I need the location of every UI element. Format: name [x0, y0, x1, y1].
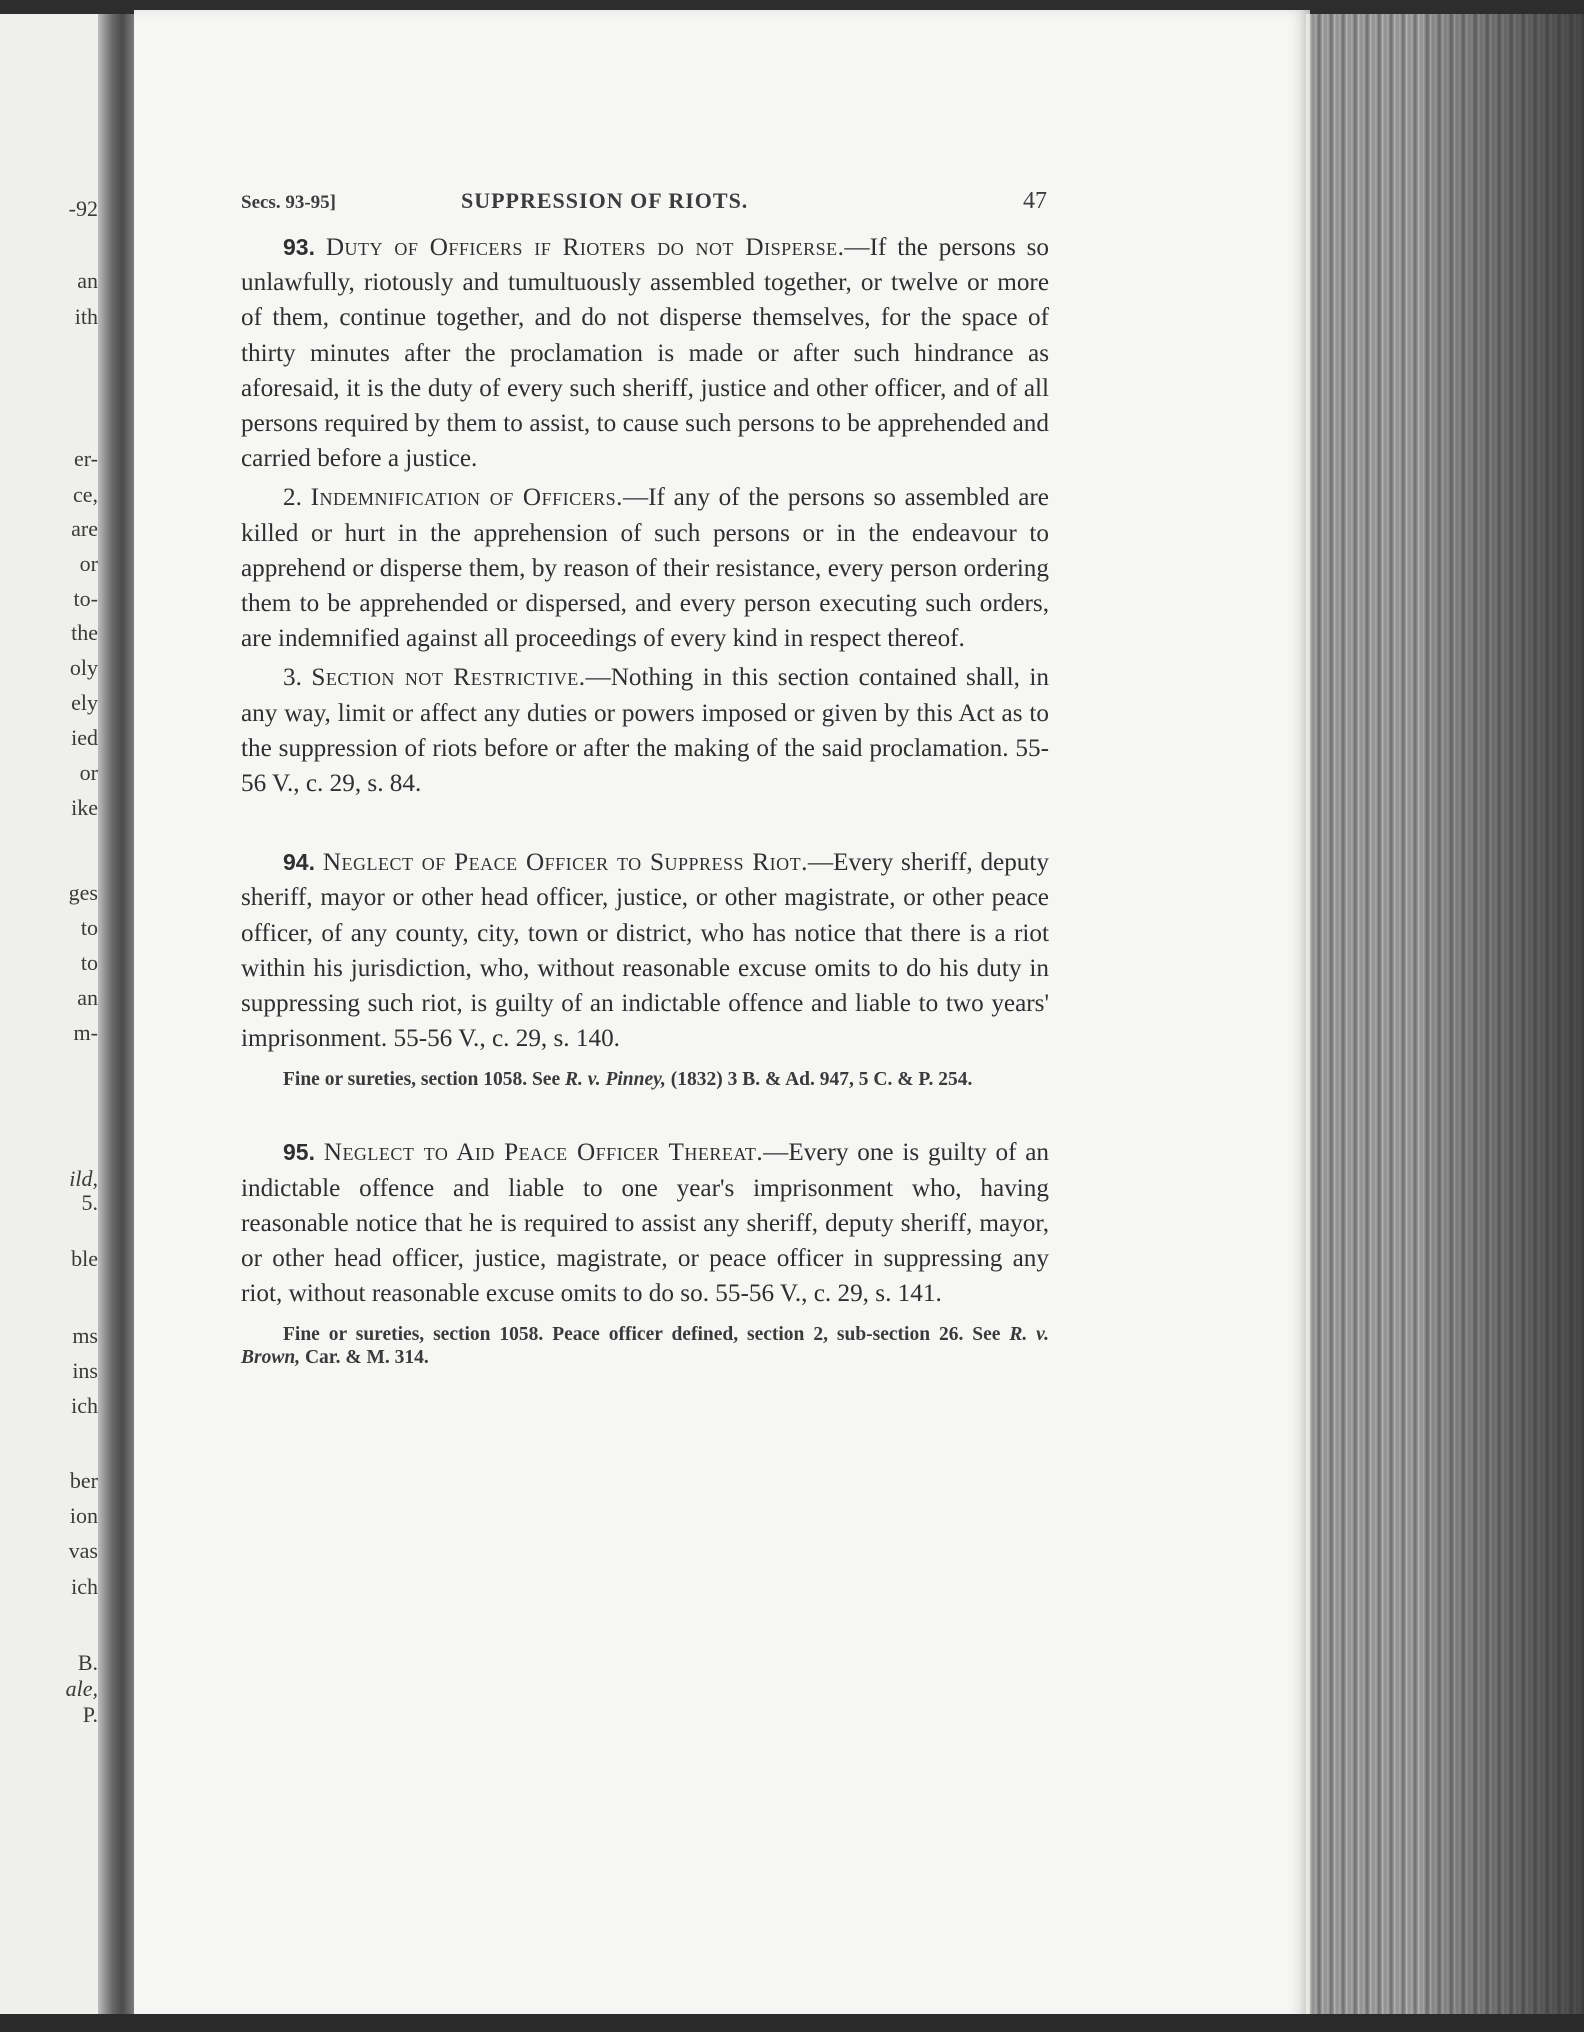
- facing-page-line: ely: [71, 690, 98, 715]
- subsection-93-3: [241, 660, 1049, 801]
- facing-page-line: ied: [71, 725, 98, 750]
- section-95: [241, 1135, 1049, 1369]
- section-body: —If the persons so unlawfully, riotously and tumultuously assembled together, or twelve or more of them, continue together, and do not disperse themselves, for the space of thirty minutes after the proclamation is made or after such hindrance as aforesaid, it is the duty of every such sheriff, justice and other officer, and of all persons required by them to assist, to cause such persons to be apprehended and carried before a justice.: [241, 234, 1049, 473]
- note-text: Fine or sureties, section 1058. Peace officer defined, section 2, sub-section 26. See: [283, 1324, 1010, 1346]
- facing-page-left: [0, 14, 104, 2014]
- note-case-name: R. v. Pinney,: [565, 1069, 666, 1091]
- facing-page-line: the: [71, 620, 98, 645]
- note-case-name: R. v. Brown,: [241, 1324, 1049, 1369]
- page-text-block: [241, 184, 1049, 1369]
- facing-page-line: er-: [74, 446, 98, 471]
- subsection-heading: Section not Restrictive.: [311, 664, 586, 692]
- section-heading: Duty of Officers if Rioters do not Disperse.: [325, 234, 845, 261]
- section-94-paragraph: [241, 845, 1049, 1056]
- section-95-paragraph: [241, 1135, 1049, 1311]
- section-95-note: [241, 1323, 1049, 1369]
- facing-page-line: ich: [71, 1393, 98, 1418]
- facing-page-line: to-: [73, 586, 98, 611]
- facing-page-line: m-: [73, 1020, 98, 1045]
- facing-page-line: are: [71, 516, 98, 541]
- book-gutter: [98, 14, 138, 2014]
- section-number: 93.: [283, 234, 315, 260]
- facing-page-line: or: [79, 551, 98, 576]
- facing-page-line: an: [77, 268, 98, 293]
- facing-page-line: ild,: [69, 1166, 98, 1191]
- facing-page-line: ble: [71, 1246, 98, 1271]
- subsection-body: —Nothing in this section contained shall, in any way, limit or affect any duties or powers imposed or given by this Act as to the suppression of riots before or after the making of the said proclamation. 55-56 V., c. 29, s. 84.: [241, 664, 1050, 798]
- section-93: [241, 230, 1049, 801]
- note-citation: Car. & M. 314.: [300, 1347, 429, 1369]
- facing-page-line: ins: [72, 1358, 98, 1383]
- facing-page-line: ich: [71, 1574, 98, 1599]
- section-number: 95.: [283, 1139, 315, 1166]
- facing-page-line: ges: [68, 880, 98, 905]
- facing-page-line: an: [77, 985, 98, 1010]
- section-body: —Every one is guilty of an indictable offence and liable to one year's imprisonment who, having reasonable notice that he is required to assist any sheriff, deputy sheriff, mayor, or other head officer, justice, magistrate, or peace officer in suppressing any riot, without reasonable excuse omits to do so. 55-56 V., c. 29, s. 141.: [241, 1139, 1050, 1308]
- section-number: 94.: [283, 849, 315, 876]
- subsection-93-2: [241, 480, 1049, 656]
- facing-page-line: ce,: [72, 482, 98, 507]
- facing-page-line: oly: [69, 655, 98, 680]
- subsection-number: 3.: [283, 664, 302, 692]
- facing-page-line: ion: [69, 1503, 98, 1528]
- facing-page-line: -92: [68, 196, 98, 221]
- facing-page-line: P.: [82, 1702, 98, 1727]
- section-94: [241, 845, 1049, 1091]
- running-header: [241, 184, 1049, 224]
- facing-page-line: ith: [74, 304, 98, 329]
- section-heading: Neglect to Aid Peace Officer Thereat.: [323, 1139, 764, 1167]
- subsection-body: —If any of the persons so assembled are killed or hurt in the apprehension of such persons or in the endeavour to apprehend or disperse them, by reason of their resistance, every person ordering them to be apprehended or dispersed, and every person executing such orders, are indemnified against all proceedings of every kind in respect thereof.: [241, 484, 1049, 653]
- note-text: Fine or sureties, section 1058. See: [283, 1069, 565, 1091]
- section-93-paragraph: [241, 230, 1049, 476]
- section-94-note: [241, 1068, 1049, 1091]
- scan-border-bottom: [0, 2014, 1584, 2032]
- facing-page-line: vas: [68, 1538, 98, 1563]
- header-title: SUPPRESSION OF RIOTS.: [461, 188, 749, 213]
- facing-page-line: 5.: [81, 1190, 98, 1215]
- subsection-number: 2.: [283, 484, 302, 512]
- section-body: —Every sheriff, deputy sheriff, mayor or other head officer, justice, or other magistrate, or other peace officer, of any county, city, town or district, who has notice that there is a riot within his jurisdiction, who, without reasonable excuse omits to do his duty in suppressing such riot, is guilty of an indictable offence and liable to two years' imprisonment. 55-56 V., c. 29, s. 140.: [241, 849, 1049, 1053]
- facing-page-line: to: [80, 915, 98, 940]
- facing-page-line: ber: [69, 1468, 98, 1493]
- header-sections: Secs. 93-95]: [241, 192, 336, 213]
- facing-page-line: to: [80, 950, 98, 975]
- book-page-edges: [1310, 14, 1584, 2014]
- facing-page-line: ike: [71, 795, 98, 820]
- facing-page-line: ms: [72, 1323, 98, 1348]
- page-number: 47: [1023, 188, 1047, 214]
- facing-page-line: B.: [77, 1650, 98, 1675]
- facing-page-line: or: [79, 760, 98, 785]
- facing-page-line: ale,: [65, 1676, 98, 1701]
- section-heading: Neglect of Peace Officer to Suppress Riot.: [322, 849, 808, 877]
- note-citation: (1832) 3 B. & Ad. 947, 5 C. & P. 254.: [665, 1069, 973, 1091]
- subsection-heading: Indemnification of Officers.: [310, 484, 623, 512]
